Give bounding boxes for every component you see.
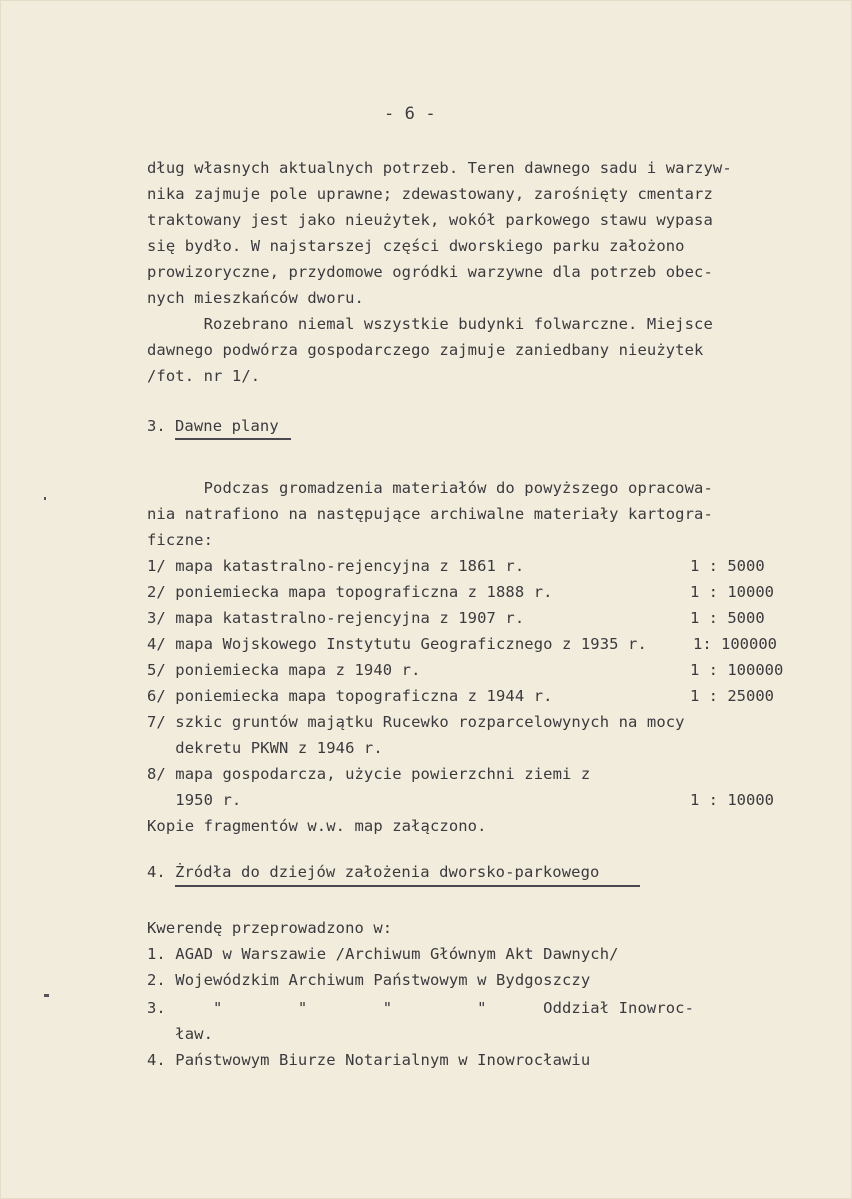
section-title: Żródła do dziejów założenia dworsko-parkowego [175,863,600,881]
text-line: Rozebrano niemal wszystkie budynki folwarczne. Miejsce [147,315,713,333]
map-scale: 1 : 5000 [690,557,765,575]
archive-list-item: 3. " " " " Oddział Inowroc- [147,999,695,1017]
text-line: nia natrafiono na następujące archiwalne materiały kartogra- [147,505,713,523]
map-scale: 1 : 25000 [690,687,774,705]
map-list-item: dekretu PKWN z 1946 r. [147,739,383,757]
map-scale: 1: 100000 [693,635,777,653]
section-number: 4. [147,863,166,881]
map-list-item: 2/ poniemiecka mapa topograficzna z 1888 r. [147,583,553,601]
section-title-underline [175,885,640,887]
text-line: nika zajmuje pole uprawne; zdewastowany, zarośnięty cmentarz [147,185,713,203]
map-list-item: 1950 r. [147,791,242,809]
map-list-item: 4/ mapa Wojskowego Instytutu Geograficznego z 1935 r. [147,635,647,653]
text-line: traktowany jest jako nieużytek, wokół parkowego stawu wypasa [147,211,713,229]
text-line: Kopie fragmentów w.w. map załączono. [147,817,487,835]
text-line: Podczas gromadzenia materiałów do powyższego opracowa- [147,479,713,497]
text-line: prowizoryczne, przydomowe ogródki warzywne dla potrzeb obec- [147,263,713,281]
section-title: Dawne plany [175,417,279,435]
text-line: Kwerendę przeprowadzono w: [147,919,393,937]
archive-list-item: 1. AGAD w Warszawie /Archiwum Głównym Akt Dawnych/ [147,945,619,963]
map-scale: 1 : 5000 [690,609,765,627]
text-line: nych mieszkańców dworu. [147,289,364,307]
text-line: się bydło. W najstarszej części dworskiego parku założono [147,237,685,255]
map-scale: 1 : 10000 [690,583,774,601]
map-list-item: 8/ mapa gospodarcza, użycie powierzchni ziemi z [147,765,591,783]
page-number: - 6 - [384,104,436,124]
map-scale: 1 : 10000 [690,791,774,809]
section-title-underline [175,438,291,440]
text-line: /fot. nr 1/. [147,367,261,385]
text-line: dawnego podwórza gospodarczego zajmuje zaniedbany nieużytek [147,341,704,359]
archive-list-item: 4. Państwowym Biurze Notarialnym w Inowrocławiu [147,1051,591,1069]
text-line: ficzne: [147,531,214,549]
map-list-item: 7/ szkic gruntów majątku Rucewko rozparcelowynych na mocy [147,713,685,731]
map-scale: 1 : 100000 [690,661,784,679]
stray-mark [44,497,46,500]
map-list-item: 6/ poniemiecka mapa topograficzna z 1944 r. [147,687,553,705]
map-list-item: 5/ poniemiecka mapa z 1940 r. [147,661,421,679]
map-list-item: 3/ mapa katastralno-rejencyjna z 1907 r. [147,609,525,627]
text-line: dług własnych aktualnych potrzeb. Teren dawnego sadu i warzyw- [147,159,732,177]
map-list-item: 1/ mapa katastralno-rejencyjna z 1861 r. [147,557,525,575]
section-number: 3. [147,417,166,435]
archive-list-item: ław. [147,1025,214,1043]
archive-list-item: 2. Wojewódzkim Archiwum Państwowym w Bydgoszczy [147,971,591,989]
stray-mark [44,994,49,997]
